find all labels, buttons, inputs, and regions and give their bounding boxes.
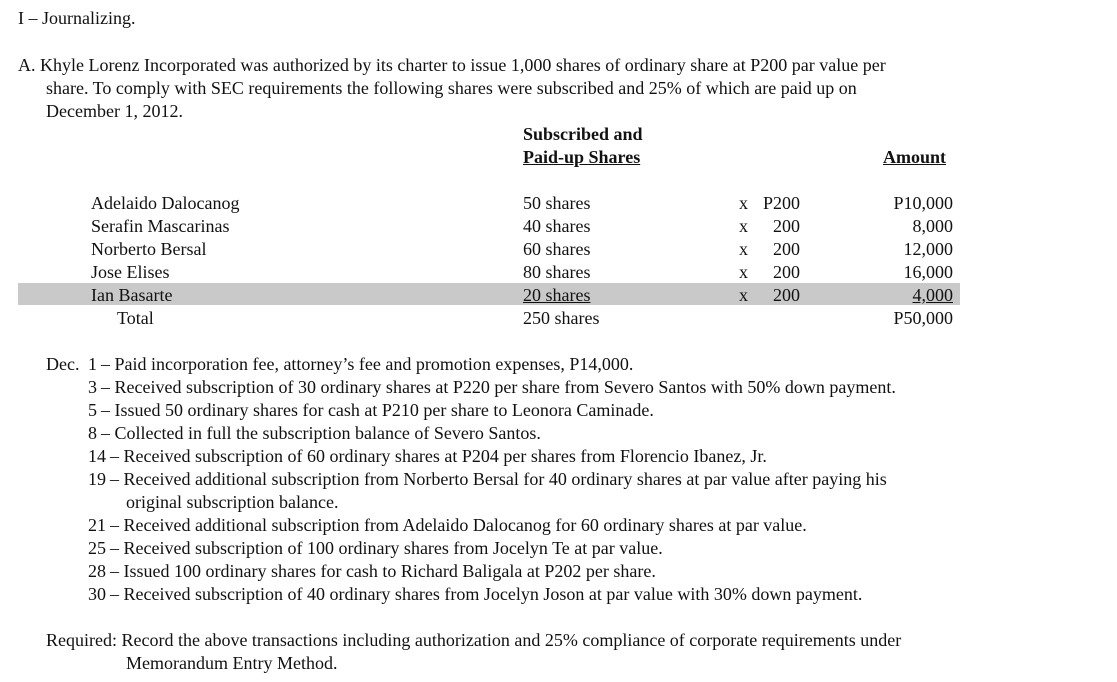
header-amount: Amount xyxy=(883,147,947,167)
header-shares-line-1: Subscribed and xyxy=(523,124,643,144)
row-price: 200 xyxy=(773,239,800,259)
row-amount: 16,000 xyxy=(903,262,953,282)
transaction-description: Issued 100 ordinary shares for cash to Richard Baligala at P202 per share. xyxy=(123,561,656,581)
row-amount: P10,000 xyxy=(893,193,953,213)
required-line-1: Required: Record the above transactions including authorization and 25% compliance of corporate requirements under xyxy=(46,630,902,650)
row-price: 200 xyxy=(773,262,800,282)
transaction-description: Received additional subscription from Norberto Bersal for 40 ordinary shares at par value after paying his xyxy=(123,469,887,489)
transaction-description: Issued 50 ordinary shares for cash at P210 per share to Leonora Caminade. xyxy=(114,400,654,420)
row-name: Adelaido Dalocanog xyxy=(91,193,240,213)
row-amount: 8,000 xyxy=(912,216,953,236)
transaction-description-continued: original subscription balance. xyxy=(126,492,339,512)
transaction-date: 30 xyxy=(88,584,106,604)
transaction-text: – Received subscription of 100 ordinary shares from Jocelyn Te at par value. xyxy=(110,538,663,558)
row-shares: 40 shares xyxy=(523,216,591,236)
row-amount xyxy=(860,284,953,306)
transaction-date: 5 xyxy=(88,400,97,420)
row-name: Jose Elises xyxy=(91,262,170,282)
problem-line-1: A. Khyle Lorenz Incorporated was authorized by its charter to issue 1,000 shares of ordinary share at P200 par value per xyxy=(18,55,886,75)
transaction-text: – Collected in full the subscription balance of Severo Santos. xyxy=(101,423,541,443)
transactions-month: Dec. xyxy=(46,354,80,374)
row-times: x xyxy=(739,262,748,282)
transaction-description: Received subscription of 40 ordinary shares from Jocelyn Joson at par value with 30% down payment. xyxy=(123,584,863,604)
transaction-date: 21 xyxy=(88,515,106,535)
problem-line-3: December 1, 2012. xyxy=(46,101,183,121)
transaction-date: 25 xyxy=(88,538,106,558)
total-amount: P50,000 xyxy=(893,308,953,328)
total-shares: 250 shares xyxy=(523,308,600,328)
row-amount: 12,000 xyxy=(903,239,953,259)
transaction-date: 19 xyxy=(88,469,106,489)
row-amount-underlined: 4,000 xyxy=(912,285,953,305)
transaction-text: – Received additional subscription from Norberto Bersal for 40 ordinary shares at par value after paying his xyxy=(110,469,887,489)
transaction-description: Paid incorporation fee, attorney’s fee and promotion expenses, P14,000. xyxy=(114,354,634,374)
row-shares: 20 shares xyxy=(523,285,591,305)
row-times: x xyxy=(739,239,748,259)
row-price: P200 xyxy=(762,193,800,213)
transaction-text: – Received subscription of 30 ordinary shares at P220 per share from Severo Santos with 50% down payment. xyxy=(101,377,896,397)
row-times: x xyxy=(739,193,748,213)
transaction-text: – Received additional subscription from Adelaido Dalocanog for 60 ordinary shares at par value. xyxy=(110,515,807,535)
transaction-description: Received subscription of 100 ordinary shares from Jocelyn Te at par value. xyxy=(123,538,663,558)
row-name: Serafin Mascarinas xyxy=(91,216,230,236)
row-name: Ian Basarte xyxy=(91,285,173,305)
row-times: x xyxy=(739,285,748,305)
transaction-description: Collected in full the subscription balance of Severo Santos. xyxy=(114,423,541,443)
transaction-date: 8 xyxy=(88,423,97,443)
section-title: I – Journalizing. xyxy=(18,8,136,28)
required-line-2: Memorandum Entry Method. xyxy=(126,653,338,673)
row-name: Norberto Bersal xyxy=(91,239,207,259)
transaction-date: 28 xyxy=(88,561,106,581)
total-label: Total xyxy=(117,308,154,328)
row-price: 200 xyxy=(773,285,800,305)
header-shares-line-2: Paid-up Shares xyxy=(523,147,641,167)
transaction-text: – Issued 100 ordinary shares for cash to Richard Baligala at P202 per share. xyxy=(110,561,656,581)
transaction-date: 14 xyxy=(88,446,106,466)
row-times: x xyxy=(739,216,748,236)
transaction-date: 1 xyxy=(88,354,97,374)
transaction-text: – Paid incorporation fee, attorney’s fee and promotion expenses, P14,000. xyxy=(101,354,634,374)
transaction-text: – Issued 50 ordinary shares for cash at P210 per share to Leonora Caminade. xyxy=(101,400,654,420)
row-shares: 80 shares xyxy=(523,262,591,282)
problem-line-2: share. To comply with SEC requirements the following shares were subscribed and 25% of which are paid up on xyxy=(46,78,857,98)
row-shares: 60 shares xyxy=(523,239,591,259)
transaction-description: Received subscription of 30 ordinary shares at P220 per share from Severo Santos with 50% down payment. xyxy=(114,377,896,397)
transaction-text: – Received subscription of 40 ordinary shares from Jocelyn Joson at par value with 30% down payment. xyxy=(110,584,863,604)
transaction-date: 3 xyxy=(88,377,97,397)
row-shares: 50 shares xyxy=(523,193,591,213)
transaction-description: Received additional subscription from Adelaido Dalocanog for 60 ordinary shares at par value. xyxy=(123,515,807,535)
transaction-description: Received subscription of 60 ordinary shares at P204 per shares from Florencio Ibanez, Jr. xyxy=(123,446,767,466)
row-price: 200 xyxy=(773,216,800,236)
transaction-text: – Received subscription of 60 ordinary shares at P204 per shares from Florencio Ibanez, Jr. xyxy=(110,446,767,466)
